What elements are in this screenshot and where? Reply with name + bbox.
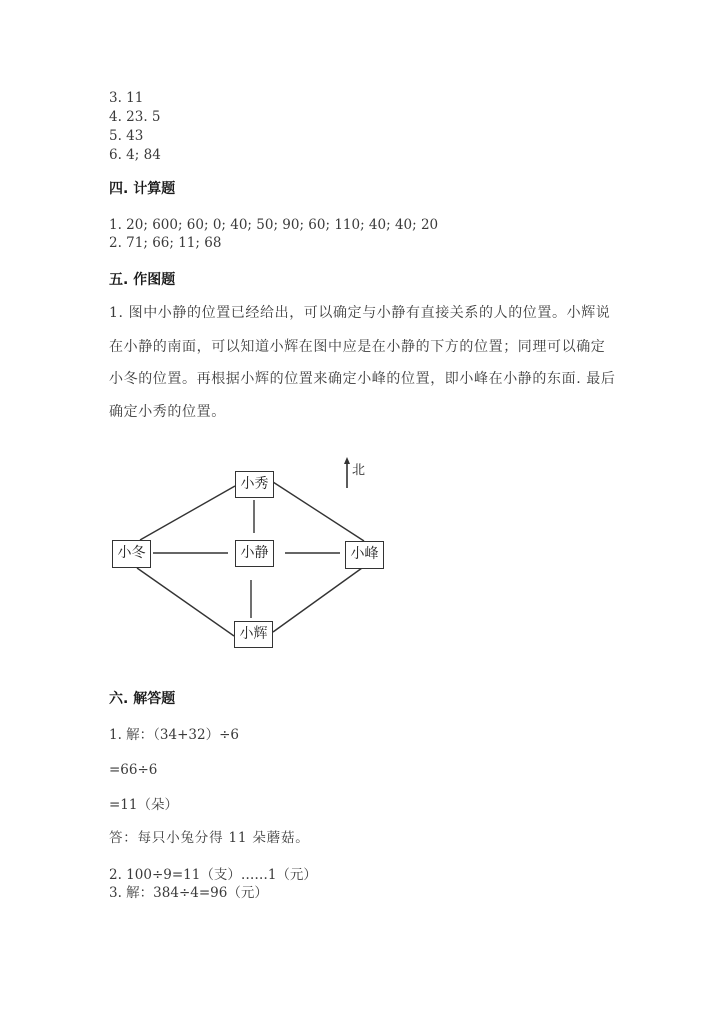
north-label: 北 — [352, 463, 366, 478]
answer-line: 5. 43 — [109, 128, 144, 144]
answer-statement: 答：每只小兔分得 11 朵蘑菇。 — [109, 830, 310, 846]
section-heading-word-problems: 六. 解答题 — [109, 691, 176, 707]
answer-line: 1. 20; 600; 60; 0; 40; 50; 90; 60; 110; 40; 40; 20 — [109, 217, 439, 233]
paragraph-line: 小冬的位置。再根据小辉的位置来确定小峰的位置，即小峰在小静的东面. 最后 — [109, 371, 616, 387]
solution-line: 2. 100÷9=11（支）……1（元） — [109, 867, 317, 883]
north-arrow-icon — [344, 457, 350, 488]
node-xiaodong: 小冬 — [112, 540, 151, 568]
solution-line: 3. 解：384÷4=96（元） — [109, 885, 268, 901]
connector-line — [273, 568, 362, 632]
section-heading-calculation: 四. 计算题 — [109, 181, 176, 197]
answer-line: 3. 11 — [109, 90, 144, 106]
answer-line: 4. 23. 5 — [109, 109, 161, 125]
solution-line: =66÷6 — [109, 762, 158, 778]
node-xiaojing: 小静 — [235, 540, 274, 567]
node-xiaoxiu: 小秀 — [235, 471, 274, 498]
node-xiaohui: 小辉 — [234, 621, 273, 648]
connector-line — [273, 482, 364, 541]
node-xiaofeng: 小峰 — [345, 541, 384, 569]
paragraph-line: 确定小秀的位置。 — [109, 404, 226, 420]
paragraph-line: 在小静的南面，可以知道小辉在图中应是在小静的下方的位置；同理可以确定 — [109, 339, 606, 355]
connector-line — [137, 568, 234, 636]
connector-line — [140, 486, 235, 540]
answer-line: 6. 4; 84 — [109, 147, 161, 163]
solution-line: =11（朵） — [109, 797, 178, 813]
section-heading-drawing: 五. 作图题 — [109, 272, 176, 288]
answer-line: 2. 71; 66; 11; 68 — [109, 235, 222, 251]
paragraph-line: 1. 图中小静的位置已经给出，可以确定与小静有直接关系的人的位置。小辉说 — [109, 305, 611, 321]
solution-line: 1. 解：（34+32）÷6 — [109, 727, 239, 743]
